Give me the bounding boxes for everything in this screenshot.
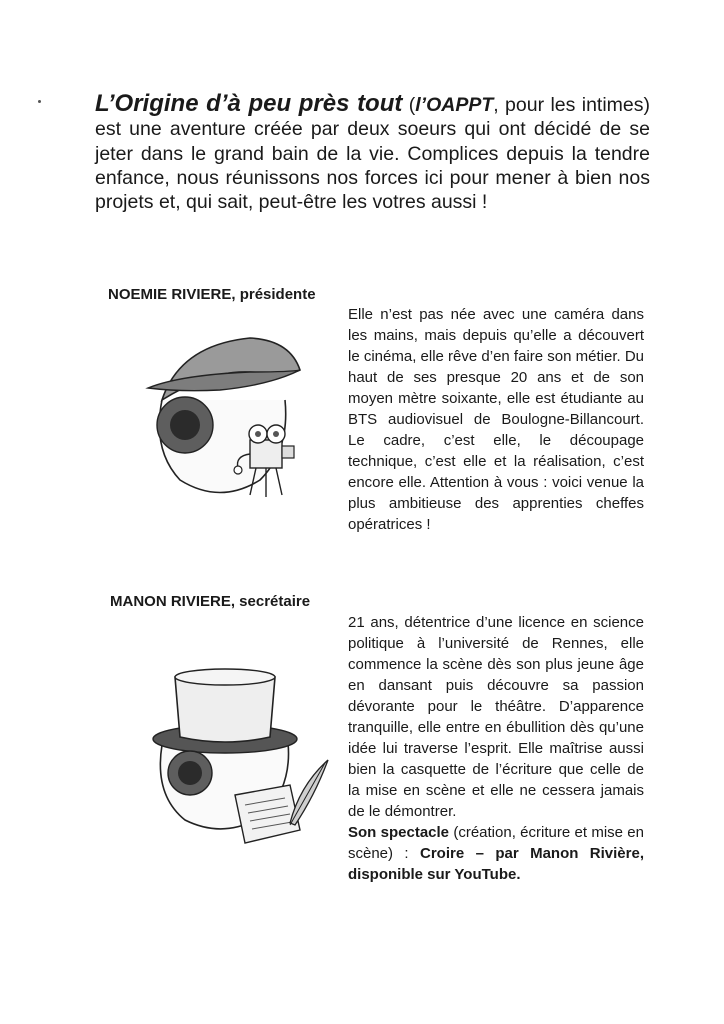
intro-text: , pour les intimes) est une aventure créée par deux soeurs qui ont décidé de se jeter dans le grand bain de la vie. Complices depuis la tendre enfance, nous réunissons nos forces ici pour mener à bien nos projets et, qui sait, peut-être les votres aussi !: [95, 94, 650, 214]
writer-character-illustration: [140, 655, 335, 855]
bio-text: Elle n’est pas née avec une caméra dans les mains, mais depuis qu’elle a découvert le cinéma, elle rêve d’en faire son métier. Du haut de ses presque 20 ans et de son moyen mètre soixante, elle est étudiante au BTS audiovisuel de Boulogne-Billancourt. Le cadre, c’est elle, le découpage technique, c’est elle et la réalisation, c’est encore elle. Attention à vous : voici venue la plus ambitieuse des apprenties cheffes opératrices !: [348, 306, 644, 533]
brand-name: L’Origine d’à peu près tout: [95, 90, 403, 117]
spectacle-label: Son spectacle: [348, 824, 450, 841]
bio-text: 21 ans, détentrice d’une licence en science politique à l’université de Rennes, elle commence la scène dès son plus jeune âge en dansant puis découvre sa passion dévorante pour le théâtre. D’apparence tranquille, elle entre en ébullition dès qu’une idée lui traverse l’esprit. Elle maîtrise aussi bien la casquette de l’écriture que celle de la mise en scène et elle ne cessera jamais de le démontrer.: [348, 614, 644, 820]
spectacle-line: [348, 822, 644, 885]
member-heading-noemie: NOEMIE RIVIERE, présidente: [108, 286, 316, 303]
member-bio-noemie: [348, 304, 644, 535]
member-heading-manon: MANON RIVIERE, secrétaire: [110, 593, 311, 610]
spectacle-description: (création, écriture et mise en scène) :: [348, 824, 644, 862]
brand-abbreviation: l’OAPPT: [415, 94, 494, 116]
member-bio-manon: [348, 612, 644, 885]
stray-mark: [38, 100, 41, 103]
camera-character-illustration: [140, 330, 310, 510]
intro-paragraph: [95, 92, 650, 214]
spectacle-title: Croire – par Manon Rivière, disponible sur YouTube.: [348, 845, 644, 883]
intro-open-paren: (: [402, 94, 416, 116]
